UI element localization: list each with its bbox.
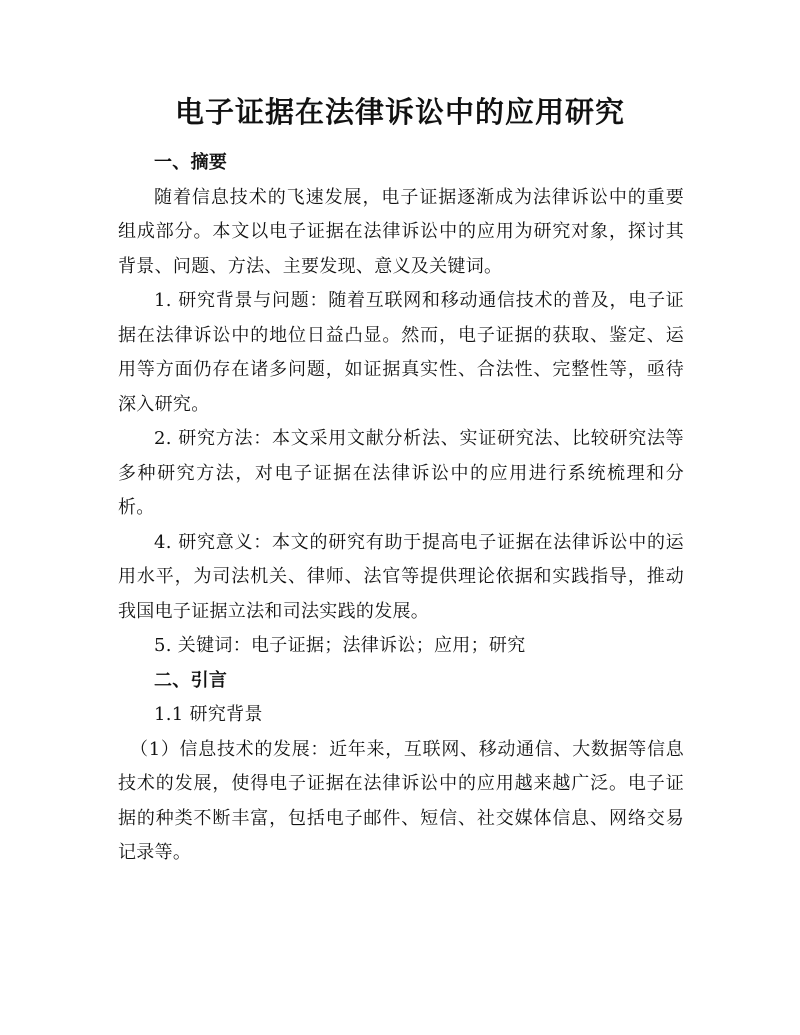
section-heading-abstract: 一、摘要 <box>154 152 228 173</box>
background-point-1: （1）信息技术的发展：近年来，互联网、移动通信、大数据等信息技术的发展，使得电子证据在法律诉讼中的应用越来越广泛。电子证据的种类不断丰富，包括电子邮件、短信、社交媒体信息、网络交易记录等。 <box>118 738 684 863</box>
abstract-item-5: 5. 关键词：电子证据；法律诉讼；应用；研究 <box>154 635 526 656</box>
document-body <box>118 146 684 871</box>
subsection-heading-1-1: 1.1 研究背景 <box>154 704 263 725</box>
abstract-intro-paragraph: 随着信息技术的飞速发展，电子证据逐渐成为法律诉讼中的重要组成部分。本文以电子证据在法律诉讼中的应用为研究对象，探讨其背景、问题、方法、主要发现、意义及关键词。 <box>118 186 684 277</box>
abstract-item-1: 1. 研究背景与问题：随着互联网和移动通信技术的普及，电子证据在法律诉讼中的地位日益凸显。然而，电子证据的获取、鉴定、运用等方面仍存在诸多问题，如证据真实性、合法性、完整性等，亟待深入研究。 <box>118 290 684 415</box>
section-heading-introduction: 二、引言 <box>154 669 228 691</box>
document-title: 电子证据在法律诉讼中的应用研究 <box>174 95 625 129</box>
abstract-item-2: 2. 研究方法：本文采用文献分析法、实证研究法、比较研究法等多种研究方法，对电子证据在法律诉讼中的应用进行系统梳理和分析。 <box>118 428 684 518</box>
abstract-item-4: 4. 研究意义：本文的研究有助于提高电子证据在法律诉讼中的运用水平，为司法机关、律师、法官等提供理论依据和实践指导，推动我国电子证据立法和司法实践的发展。 <box>118 531 684 622</box>
